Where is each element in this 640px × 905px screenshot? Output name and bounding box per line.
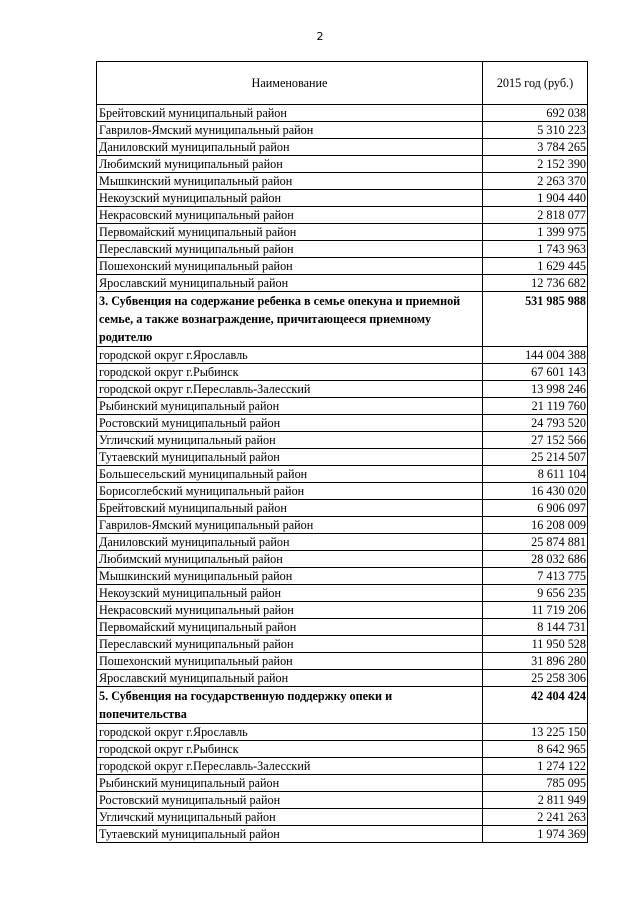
- section-5-total: 42 404 424: [483, 687, 588, 724]
- row-value: 8 611 104: [483, 466, 588, 483]
- row-value: 25 874 881: [483, 534, 588, 551]
- section-3-rows: [97, 347, 588, 687]
- row-value: 8 144 731: [483, 619, 588, 636]
- row-name: Первомайский муниципальный район: [97, 224, 483, 241]
- header-value: 2015 год (руб.): [483, 62, 588, 105]
- row-value: 25 258 306: [483, 670, 588, 687]
- row-value: 16 208 009: [483, 517, 588, 534]
- table-row: [97, 500, 588, 517]
- row-value: 27 152 566: [483, 432, 588, 449]
- table-row: [97, 585, 588, 602]
- table-row: [97, 483, 588, 500]
- row-value: 13 225 150: [483, 724, 588, 741]
- row-name: Гаврилов-Ямский муниципальный район: [97, 122, 483, 139]
- row-value: 7 413 775: [483, 568, 588, 585]
- row-name: Тутаевский муниципальный район: [97, 826, 483, 843]
- section-3-title: 3. Субвенция на содержание ребенка в семье опекуна и приемной семье, а также вознаграждение, причитающееся приемному родителю: [97, 292, 483, 347]
- row-value: 8 642 965: [483, 741, 588, 758]
- row-value: 12 736 682: [483, 275, 588, 292]
- row-name: Мышкинский муниципальный район: [97, 568, 483, 585]
- row-value: 31 896 280: [483, 653, 588, 670]
- table-row: [97, 534, 588, 551]
- section-5-title: 5. Субвенция на государственную поддержку опеки и попечительства: [97, 687, 483, 724]
- row-value: 5 310 223: [483, 122, 588, 139]
- table-row: [97, 432, 588, 449]
- table-row: [97, 241, 588, 258]
- table-row: [97, 775, 588, 792]
- row-name: Любимский муниципальный район: [97, 156, 483, 173]
- row-name: Пошехонский муниципальный район: [97, 258, 483, 275]
- row-name: Переславский муниципальный район: [97, 241, 483, 258]
- table-row: [97, 347, 588, 364]
- row-value: 67 601 143: [483, 364, 588, 381]
- table-row: [97, 602, 588, 619]
- table-row: [97, 275, 588, 292]
- row-name: городской округ г.Переславль-Залесский: [97, 381, 483, 398]
- row-value: 11 950 528: [483, 636, 588, 653]
- row-value: 1 904 440: [483, 190, 588, 207]
- row-value: 3 784 265: [483, 139, 588, 156]
- row-name: Некрасовский муниципальный район: [97, 602, 483, 619]
- row-name: Брейтовский муниципальный район: [97, 500, 483, 517]
- row-name: Даниловский муниципальный район: [97, 534, 483, 551]
- row-value: 1 743 963: [483, 241, 588, 258]
- table-row: [97, 670, 588, 687]
- row-name: Гаврилов-Ямский муниципальный район: [97, 517, 483, 534]
- row-name: городской округ г.Рыбинск: [97, 364, 483, 381]
- row-value: 1 399 975: [483, 224, 588, 241]
- table-row: [97, 636, 588, 653]
- table-row: [97, 381, 588, 398]
- table-row: [97, 741, 588, 758]
- row-value: 6 906 097: [483, 500, 588, 517]
- table-row: [97, 826, 588, 843]
- row-value: 1 629 445: [483, 258, 588, 275]
- row-name: Первомайский муниципальный район: [97, 619, 483, 636]
- row-name: Рыбинский муниципальный район: [97, 398, 483, 415]
- row-name: Ярославский муниципальный район: [97, 275, 483, 292]
- row-name: Большесельский муниципальный район: [97, 466, 483, 483]
- section-5-row: [97, 687, 588, 724]
- row-name: Ростовский муниципальный район: [97, 792, 483, 809]
- page-number: 2: [316, 30, 324, 43]
- table-row: [97, 551, 588, 568]
- row-name: Любимский муниципальный район: [97, 551, 483, 568]
- row-name: Брейтовский муниципальный район: [97, 105, 483, 122]
- table-row: [97, 653, 588, 670]
- row-name: городской округ г.Ярославль: [97, 347, 483, 364]
- table-row: [97, 156, 588, 173]
- row-name: Тутаевский муниципальный район: [97, 449, 483, 466]
- row-value: 2 152 390: [483, 156, 588, 173]
- row-value: 1 274 122: [483, 758, 588, 775]
- table-row: [97, 122, 588, 139]
- table-row: [97, 224, 588, 241]
- row-value: 692 038: [483, 105, 588, 122]
- header-name: Наименование: [97, 62, 483, 105]
- table-header-row: [97, 62, 588, 105]
- table-row: [97, 207, 588, 224]
- table-row: [97, 258, 588, 275]
- table-row: [97, 190, 588, 207]
- table-row: [97, 619, 588, 636]
- row-value: 9 656 235: [483, 585, 588, 602]
- row-value: 21 119 760: [483, 398, 588, 415]
- table-row: [97, 517, 588, 534]
- row-name: Угличский муниципальный район: [97, 809, 483, 826]
- table-row: [97, 105, 588, 122]
- row-name: городской округ г.Ярославль: [97, 724, 483, 741]
- row-name: городской округ г.Переславль-Залесский: [97, 758, 483, 775]
- table-row: [97, 364, 588, 381]
- row-name: Рыбинский муниципальный район: [97, 775, 483, 792]
- row-name: Мышкинский муниципальный район: [97, 173, 483, 190]
- row-value: 785 095: [483, 775, 588, 792]
- row-value: 13 998 246: [483, 381, 588, 398]
- row-name: Некрасовский муниципальный район: [97, 207, 483, 224]
- row-name: Угличский муниципальный район: [97, 432, 483, 449]
- row-value: 24 793 520: [483, 415, 588, 432]
- row-name: Ростовский муниципальный район: [97, 415, 483, 432]
- row-value: 1 974 369: [483, 826, 588, 843]
- row-value: 25 214 507: [483, 449, 588, 466]
- row-name: Некоузский муниципальный район: [97, 585, 483, 602]
- section-continued-rows: [97, 105, 588, 292]
- table-row: [97, 139, 588, 156]
- section-3-row: [97, 292, 588, 347]
- row-value: 2 818 077: [483, 207, 588, 224]
- row-value: 144 004 388: [483, 347, 588, 364]
- row-name: городской округ г.Рыбинск: [97, 741, 483, 758]
- row-value: 2 263 370: [483, 173, 588, 190]
- table-row: [97, 758, 588, 775]
- section-3-total: 531 985 988: [483, 292, 588, 347]
- table-row: [97, 568, 588, 585]
- row-value: 28 032 686: [483, 551, 588, 568]
- section-5-rows: [97, 724, 588, 843]
- row-name: Пошехонский муниципальный район: [97, 653, 483, 670]
- row-name: Переславский муниципальный район: [97, 636, 483, 653]
- table-row: [97, 449, 588, 466]
- row-value: 16 430 020: [483, 483, 588, 500]
- row-value: 2 811 949: [483, 792, 588, 809]
- subvention-table: [96, 61, 588, 843]
- table-row: [97, 792, 588, 809]
- row-value: 11 719 206: [483, 602, 588, 619]
- table-row: [97, 415, 588, 432]
- table-row: [97, 809, 588, 826]
- row-value: 2 241 263: [483, 809, 588, 826]
- table-row: [97, 173, 588, 190]
- table-row: [97, 398, 588, 415]
- row-name: Ярославский муниципальный район: [97, 670, 483, 687]
- row-name: Некоузский муниципальный район: [97, 190, 483, 207]
- table-row: [97, 466, 588, 483]
- table-row: [97, 724, 588, 741]
- row-name: Борисоглебский муниципальный район: [97, 483, 483, 500]
- row-name: Даниловский муниципальный район: [97, 139, 483, 156]
